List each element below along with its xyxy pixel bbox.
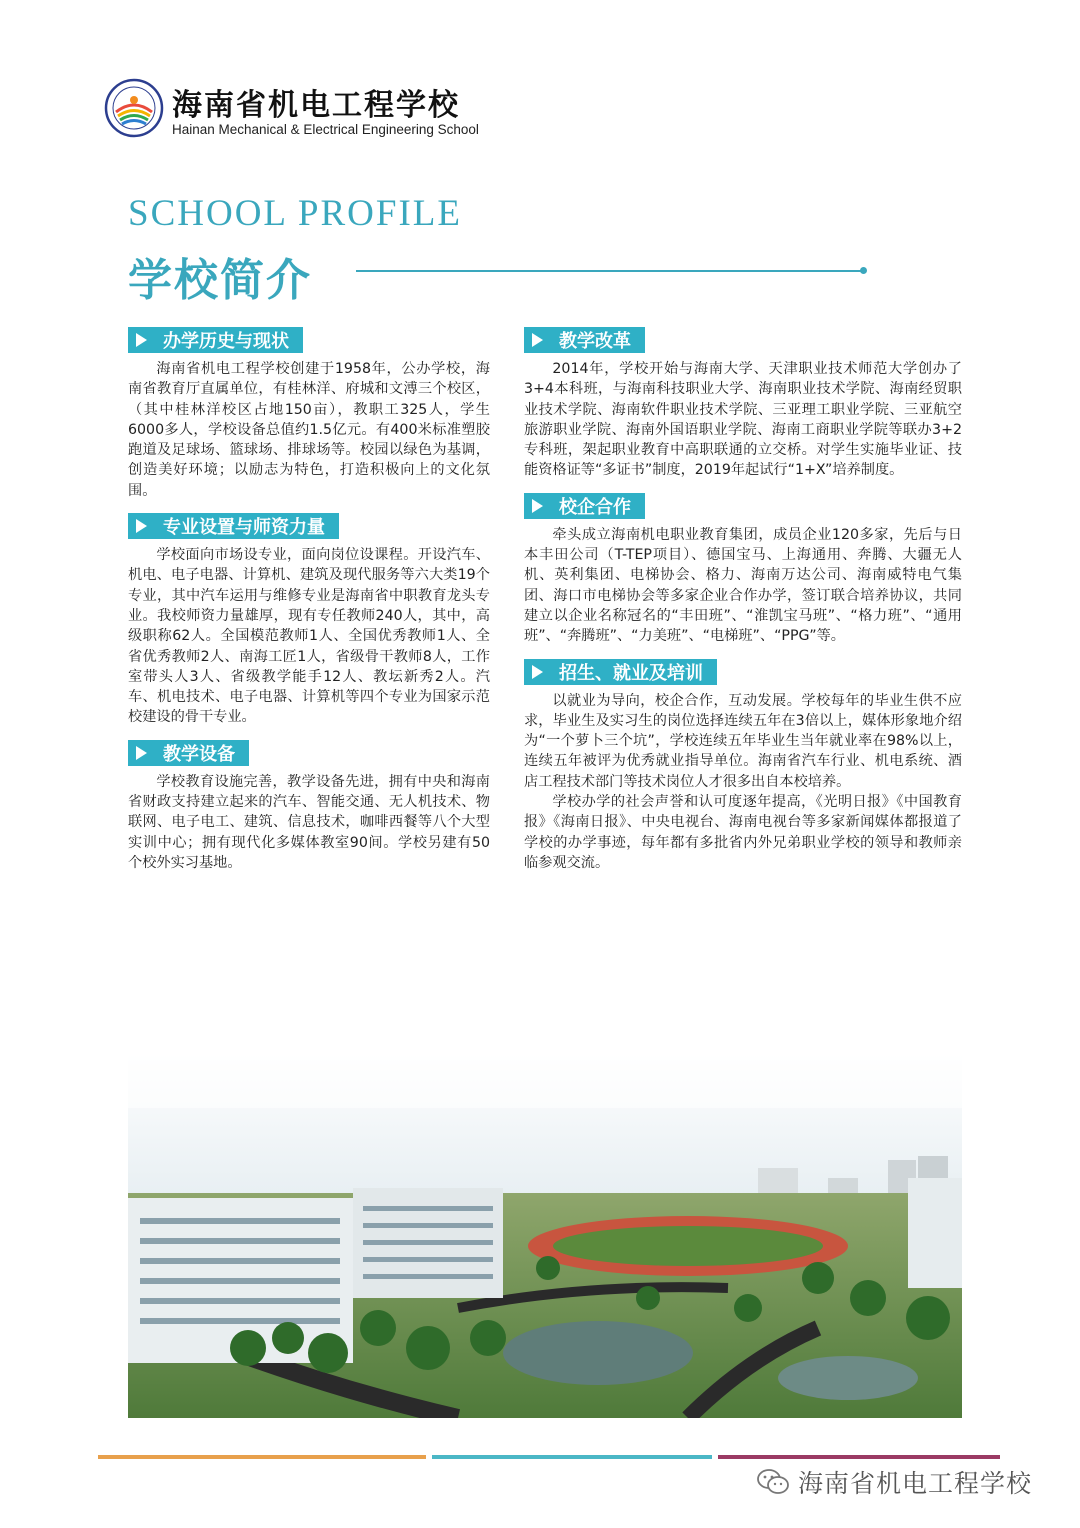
section-paragraph: 牵头成立海南机电职业教育集团，成员企业120多家，先后与日本丰田公司（T-TEP项目）、德国宝马、上海通用、奔腾、大疆无人机、英利集团、电梯协会、格力、海南万达公司、海南威特电气集团、海口市电梯协会等多家企业合作办学，签订联合培养协议，共同建立以企业名称冠名的“丰田班”、“淮凯宝马班”、“格力班”、“通用班”、“奔腾班”、“力美班”、“电梯班”、“PPG”等。	[524, 526, 962, 645]
section-heading	[524, 493, 645, 519]
section-enrollment-employment	[524, 659, 962, 874]
school-name-cn: 海南省机电工程学校	[172, 88, 460, 123]
section-heading-text: 教学改革	[559, 331, 631, 352]
section-paragraph: 学校办学的社会声誉和认可度逐年提高，《光明日报》《中国教育报》《海南日报》、中央电视台、海南电视台等多家新闻媒体都报道了学校的办学事迹，每年都有多批省内外兄弟职业学校的领导和教师亲临参观交流。	[524, 794, 962, 871]
school-emblem-icon	[104, 78, 164, 138]
section-history	[128, 327, 490, 501]
play-arrow-icon	[136, 333, 147, 347]
section-school-enterprise	[524, 493, 962, 647]
section-paragraph: 2014年，学校开始与海南大学、天津职业技术师范大学创办了3+4本科班，与海南科技职业大学、海南职业技术学院、海南经贸职业技术学院、海南软件职业技术学院、三亚理工职业学院、三亚航空旅游职业学院、海南外国语职业学院、海南工商职业学院等联办3+2专科班，架起职业教育中高职联通的立交桥。对学生实施毕业证、技能资格证等“多证书”制度，2019年起试行“1+X”培养制度。	[524, 361, 962, 479]
section-equipment	[128, 740, 490, 873]
footer-bar-purple	[718, 1455, 1000, 1459]
play-arrow-icon	[532, 665, 543, 679]
wechat-account-name: 海南省机电工程学校	[798, 1469, 1033, 1498]
page-title-en: SCHOOL PROFILE	[128, 193, 462, 234]
section-heading-text: 专业设置与师资力量	[163, 517, 325, 539]
section-heading-text: 办学历史与现状	[163, 331, 289, 352]
wechat-icon	[756, 1467, 790, 1497]
section-teaching-reform	[524, 327, 962, 481]
school-name-en: Hainan Mechanical & Electrical Engineering School	[172, 122, 479, 137]
section-heading	[128, 327, 303, 353]
title-divider	[356, 270, 862, 272]
wechat-watermark	[756, 1464, 1032, 1500]
section-heading	[128, 740, 249, 766]
footer-bar-orange	[98, 1455, 426, 1459]
section-paragraph: 学校教育设施完善，教学设备先进，拥有中央和海南省财政支持建立起来的汽车、智能交通、无人机技术、物联网、电子电工、建筑、信息技术，咖啡西餐等八个大型实训中心；拥有现代化多媒体教室90间。学校另建有50个校外实习基地。	[128, 773, 490, 871]
play-arrow-icon	[136, 519, 147, 533]
play-arrow-icon	[136, 746, 147, 760]
section-paragraph: 学校面向市场设专业，面向岗位设课程。开设汽车、机电、电子电器、计算机、建筑及现代服务等六大类19个专业，其中汽车运用与维修专业是海南省中职教育龙头专业。我校师资力量雄厚，现有专任教师240人，其中，高级职称62人。全国模范教师1人、全国优秀教师1人、全省优秀教师2人、南海工匠1人，省级骨干教师8人，工作室带头人3人、省级教学能手12人、教坛新秀2人。汽车、机电技术、电子电器、计算机等四个专业为国家示范校建设的骨干专业。	[128, 547, 490, 726]
play-arrow-icon	[532, 499, 543, 513]
footer-bar-teal	[432, 1455, 712, 1459]
section-heading-text: 教学设备	[163, 743, 235, 765]
section-paragraph: 海南省机电工程学校创建于1958年，公办学校，海南省教育厅直属单位，有桂林洋、府城和文溥三个校区，（其中桂林洋校区占地150亩），教职工325人，学生6000多人，学校设备总值约1.5亿元。有400米标准塑胶跑道及足球场、篮球场、排球场等。校园以绿色为基调，创造美好环境；以励志为特色，打造积极向上的文化氛围。	[128, 361, 490, 499]
section-heading	[524, 327, 645, 353]
section-heading	[524, 659, 717, 685]
campus-aerial-illustration	[128, 1048, 962, 1418]
play-arrow-icon	[532, 333, 543, 347]
left-column	[128, 327, 490, 885]
section-heading-text: 招生、就业及培训	[559, 662, 703, 684]
section-heading-text: 校企合作	[559, 496, 631, 518]
campus-aerial-photo	[128, 1048, 962, 1418]
section-heading	[128, 513, 339, 539]
right-column	[524, 327, 962, 885]
section-paragraph: 以就业为导向，校企合作，互动发展。学校每年的毕业生供不应求，毕业生及实习生的岗位选择连续五年在3倍以上，媒体形象地介绍为“一个萝卜三个坑”，学校连续五年毕业生当年就业率在98%以上，连续五年被评为优秀就业指导单位。海南省汽车行业、机电系统、酒店工程技术部门等技术岗位人才很多出自本校培养。	[524, 692, 962, 790]
page-title-cn: 学校简介	[128, 255, 312, 306]
school-header	[104, 78, 524, 142]
section-majors-faculty	[128, 513, 490, 728]
title-divider-dot	[860, 267, 867, 274]
